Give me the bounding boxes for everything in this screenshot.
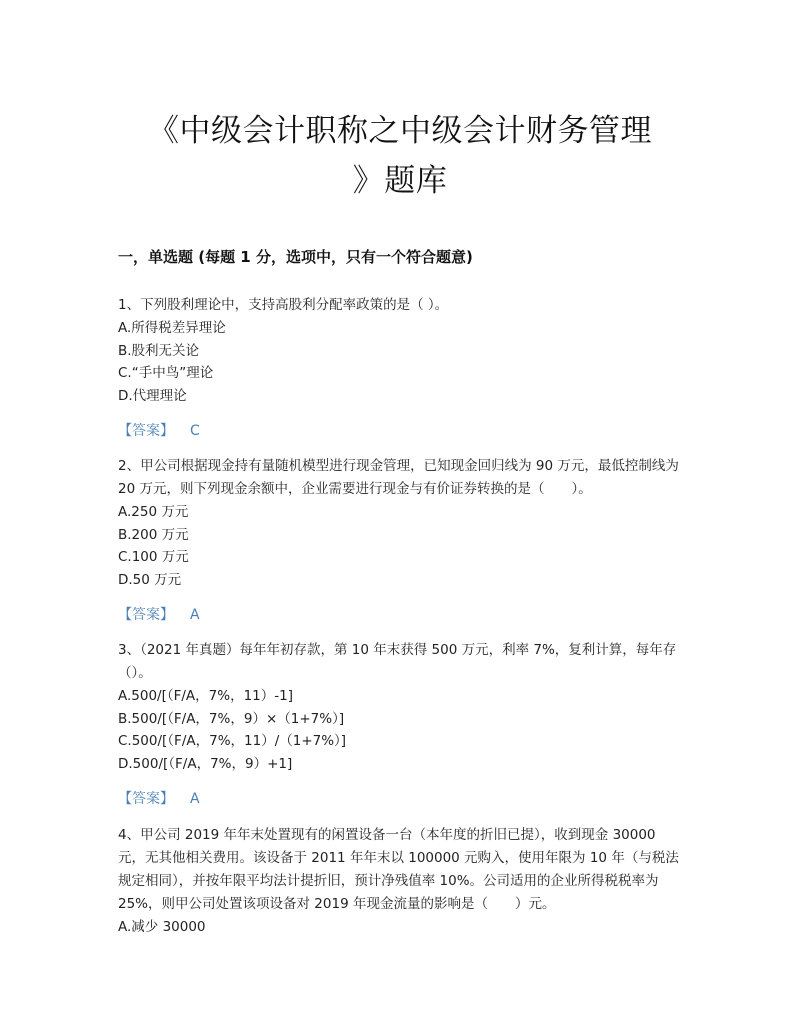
answer-line	[118, 420, 684, 440]
document-title-line2: 》题库	[352, 163, 448, 199]
question-option: B.200 万元	[118, 526, 189, 543]
question-option: A.减少 30000	[118, 919, 206, 935]
question-stem: 1、下列股利理论中，支持高股利分配率政策的是（ ）。	[118, 297, 449, 313]
document-title-line1: 《中级会计职称之中级会计财务管理	[148, 113, 652, 149]
answer-value: A	[190, 791, 200, 807]
question-option: A.250 万元	[118, 504, 189, 520]
question-option: C.500/[（F/A，7%，11）/（1+7%）]	[118, 733, 347, 749]
question-2	[118, 455, 684, 624]
answer-value: A	[190, 607, 200, 623]
question-option: A.所得税差异理论	[118, 320, 226, 336]
question-option: B.500/[（F/A，7%，9）×（1+7%）]	[118, 710, 345, 727]
question-stem: 2、甲公司根据现金持有量随机模型进行现金管理，已知现金回归线为 90 万元，最低控制线为 20 万元，则下列现金余额中，企业需要进行现金与有价证券转换的是（ ）。	[118, 458, 679, 497]
section-heading: 一，单选题 (每题 1 分，选项中，只有一个符合题意)	[118, 248, 473, 266]
question-stem: 3、（2021 年真题）每年年初存款，第 10 年末获得 500 万元，利率 7%，复利计算，每年存（）。	[118, 642, 677, 681]
question-option: D.50 万元	[118, 571, 182, 588]
question-option: C.100 万元	[118, 549, 189, 565]
answer-value: C	[190, 423, 200, 439]
question-option: B.股利无关论	[118, 342, 200, 359]
question-option: C.“手中鸟”理论	[118, 365, 214, 381]
question-4	[118, 824, 684, 939]
question-1	[118, 294, 684, 440]
answer-label: 【答案】	[118, 791, 174, 807]
answer-label: 【答案】	[118, 607, 174, 623]
document-title	[118, 106, 682, 206]
answer-line	[118, 788, 684, 808]
question-option: A.500/[（F/A，7%，11）-1]	[118, 688, 293, 704]
question-option: D.代理理论	[118, 387, 187, 404]
answer-line	[118, 604, 684, 624]
question-3	[118, 639, 684, 808]
question-option: D.500/[（F/A，7%，9）+1]	[118, 755, 293, 772]
answer-label: 【答案】	[118, 423, 174, 439]
question-stem: 4、甲公司 2019 年年末处置现有的闲置设备一台（本年度的折旧已提），收到现金 30000 元，无其他相关费用。该设备于 2011 年年末以 100000 元购入，使用年限为 10 年（与税法规定相同），并按年限平均法计提折旧，预计净残值率 10%。公司适用的企业所得税税率为 25%，则甲公司处置该项设备对 2019 年现金流量的影响是（ ）元。	[118, 827, 679, 912]
